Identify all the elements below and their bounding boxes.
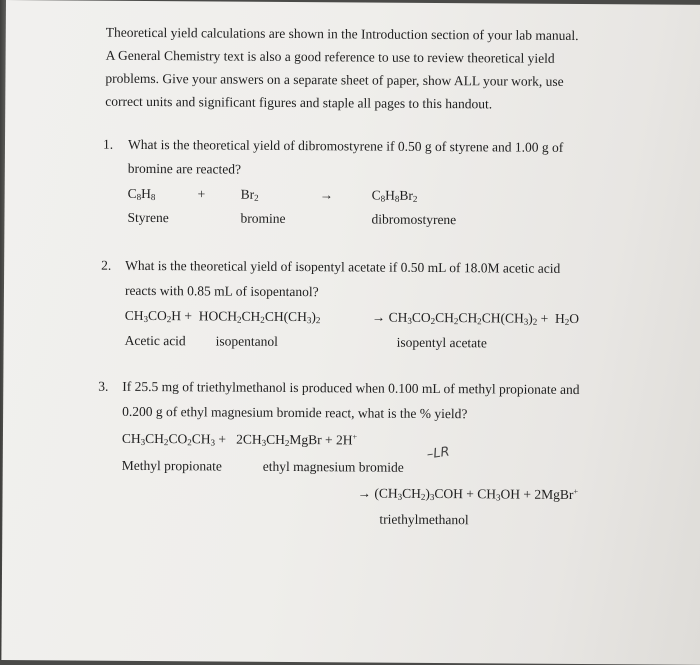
intro-line-4: correct units and significant figures and staple all pages to this handout. [105,93,493,112]
q1-styrene-label: Styrene [127,209,169,226]
q3-line-2: 0.200 g of ethyl magnesium bromide react, what is the % yield? [122,403,468,422]
q1-bromine-formula: $Br_2$ [240,186,259,203]
q2-isopentanol-label: isopentanol [215,333,278,349]
q3-reactants-formula: $CH_3CH_2CO_2CH_3$ + $2CH_3CH_2MgBr + 2H^+$ [121,430,358,448]
q1-product-label: dibromostyrene [371,211,457,228]
q2-line-1: What is the theoretical yield of isopentyl acetate if 0.50 mL of 18.0M acetic acid [125,257,561,276]
intro-line-2: A General Chemistry text is also a good reference to use to review theoretical yield [105,47,555,66]
q1-bromine-label: bromine [240,210,286,226]
q2-acetic-acid-label: Acetic acid [124,332,186,349]
intro-paragraph [105,21,578,116]
q1-styrene-formula: $C_8H_8$ [127,185,156,203]
q2-line-2: reacts with 0.85 mL of isopentanol? [124,282,319,300]
q2-reactants-formula: $CH_3CO_2H$ + $HOCH_2CH_2CH(CH_3)_2$ [124,307,321,326]
q3-products-formula: → $(CH_3CH_2)_3COH + CH_3OH$ + 2MgBr+ [357,485,579,503]
q1-plus: + [197,186,206,202]
q2-isopentyl-acetate-label: isopentyl acetate [396,334,488,351]
q1-arrow: → [319,187,334,203]
q3-grignard-label: ethyl magnesium bromide [262,458,404,475]
intro-line-1: Theoretical yield calculations are shown in the Introduction section of your lab manual. [105,24,579,43]
intro-line-3: problems. Give your answers on a separate sheet of paper, show ALL your work, use [105,70,564,89]
q2-products-formula: → $CH_3CO_2CH_2CH_2CH(CH_3)_2 + H_2O$ [371,309,580,327]
q1-line-2: bromine are reacted? [127,160,242,177]
q3-triethylmethanol-label: triethylmethanol [379,511,469,528]
q3-line-1: If 25.5 mg of triethylmethanol is produced when 0.100 mL of methyl propionate and [122,378,580,398]
q1-number: 1. [102,136,114,152]
q3-methyl-propionate-label: Methyl propionate [121,457,222,474]
q1-product-formula: $C_8H_8Br_2$ [371,187,418,204]
handout-page [1,0,700,665]
q1-line-1: What is the theoretical yield of dibromostyrene if 0.50 g of styrene and 1.00 g of [127,136,564,155]
q3-number: 3. [98,378,109,394]
q2-number: 2. [101,257,112,273]
handwritten-lr-annotation: –LR [425,444,451,463]
